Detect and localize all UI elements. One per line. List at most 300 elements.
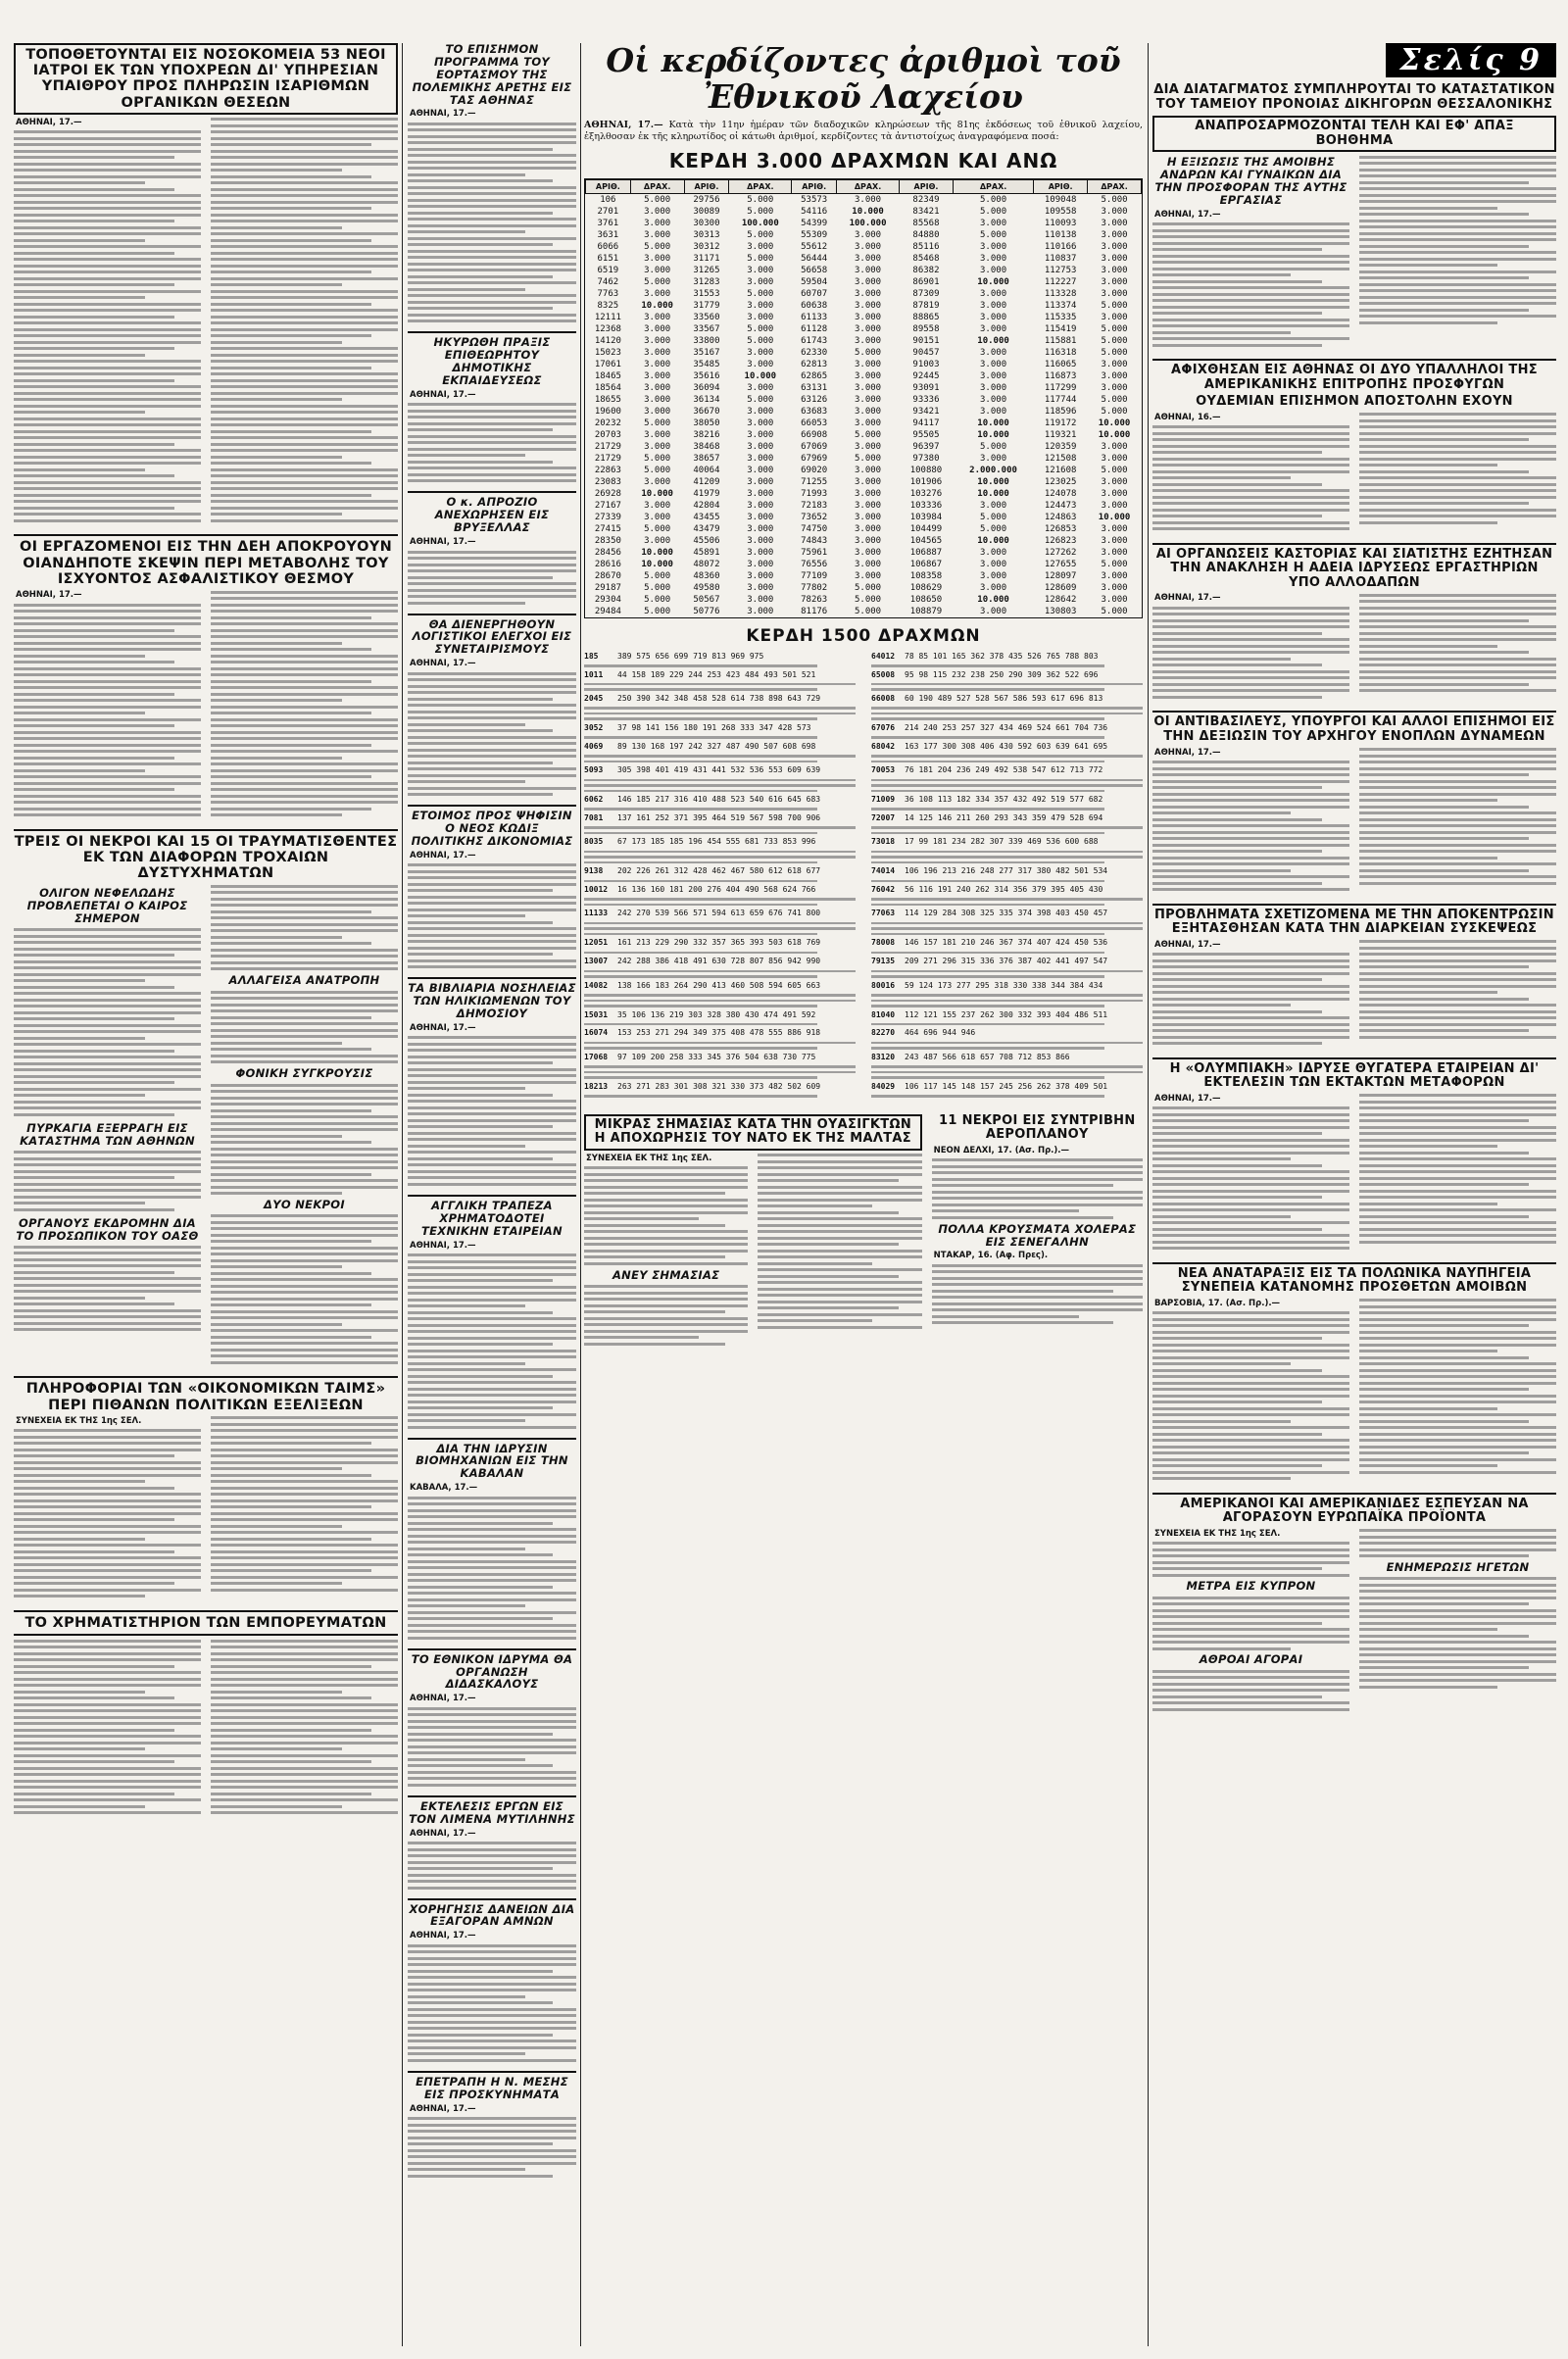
text-line — [14, 334, 201, 337]
text-line — [211, 1582, 342, 1585]
text-line — [14, 1017, 174, 1020]
number-continuation — [584, 826, 856, 834]
table-cell: 45891 — [693, 547, 720, 558]
text-line — [1359, 483, 1556, 486]
text-line — [1152, 991, 1349, 994]
text-line — [408, 1350, 576, 1352]
text-line — [211, 1576, 398, 1579]
text-line — [408, 678, 576, 681]
text-line — [211, 1538, 371, 1541]
text-line — [211, 955, 398, 958]
text-line — [584, 826, 856, 829]
text-line — [211, 1525, 342, 1528]
number-list: 146 157 181 210 246 367 374 407 424 450 536 — [905, 938, 1108, 948]
text-line — [14, 699, 201, 702]
text-line — [14, 1754, 201, 1757]
text-line — [14, 1716, 201, 1719]
text-line — [932, 1264, 1143, 1267]
text-line — [1152, 483, 1322, 486]
text-line — [408, 1355, 576, 1358]
table-cell: 103336 — [909, 500, 943, 511]
subheadline: ΑΝΑΠΡΟΣΑΡΜΟΖΟΝΤΑΙ ΤΕΛΗ ΚΑΙ ΕΦ' ΑΠΑΞ ΒΟΗΘΗΜΑ — [1152, 116, 1556, 152]
table-cell: 29187 — [594, 582, 621, 593]
text-line — [14, 1582, 174, 1585]
text-line — [584, 1243, 748, 1246]
text-line — [871, 826, 1143, 829]
headline: ΟΙ ΑΝΤΙΒΑΣΙΛΕΥΣ, ΥΠΟΥΡΓΟΙ ΚΑΙ ΑΛΛΟΙ ΕΠΙΣΗΜΟΙ ΕΙΣ ΤΗΝ ΔΕΞΙΩΣΙΝ ΤΟΥ ΑΡΧΗΓΟΥ ΕΝΟΠΛΩΝ ΔΥΝΑΜΕΩΝ — [1152, 711, 1556, 744]
number-head: 16074 — [584, 1028, 609, 1038]
table-cell: 3.000 — [747, 570, 774, 581]
text-line — [211, 1240, 371, 1243]
body-text — [211, 1416, 398, 1592]
byline: ΑΘΗΝΑΙ, 17.— — [1154, 747, 1221, 758]
text-line — [871, 664, 1104, 667]
table-row — [586, 241, 1142, 253]
text-line — [408, 1375, 553, 1378]
number-list: 67 173 185 185 196 454 555 681 733 853 996 — [617, 837, 816, 847]
text-line — [1359, 869, 1529, 872]
byline: ΑΘΗΝΑΙ, 17.— — [16, 117, 82, 127]
text-line — [211, 775, 371, 778]
table-cell: 3.000 — [1101, 453, 1128, 464]
table-cell: 3.000 — [1101, 570, 1128, 581]
table-cell: 3.000 — [644, 382, 671, 393]
table-cell: 50776 — [693, 606, 720, 616]
table-cell: 5.000 — [644, 194, 671, 205]
table-cell: 120359 — [1044, 441, 1077, 452]
text-line — [211, 1154, 398, 1156]
text-line — [1359, 1344, 1556, 1347]
text-line — [1359, 1666, 1529, 1669]
text-line — [1359, 799, 1497, 802]
text-line — [14, 150, 201, 153]
text-line — [408, 403, 576, 406]
byline: ΝΕΟΝ ΔΕΛΧΙ, 17. (Ασ. Πρ.).— — [933, 1145, 1070, 1155]
text-line — [1359, 174, 1556, 177]
text-line — [14, 1328, 201, 1331]
column-second — [408, 43, 576, 2187]
text-line — [1152, 619, 1349, 622]
number-head: 18213 — [584, 1081, 609, 1091]
body-text — [1152, 1542, 1349, 1577]
text-line — [408, 301, 576, 304]
table-cell: 3.000 — [644, 288, 671, 299]
text-line — [1152, 306, 1349, 309]
table-row — [586, 429, 1142, 441]
text-line — [211, 296, 398, 299]
text-line — [211, 667, 398, 670]
text-line — [584, 1204, 748, 1207]
text-line — [408, 2175, 553, 2178]
text-line — [1359, 1548, 1556, 1551]
text-line — [1152, 632, 1322, 635]
number-continuation — [584, 1023, 856, 1026]
text-line — [1359, 1420, 1529, 1423]
text-line — [14, 744, 201, 747]
text-line — [1152, 331, 1291, 334]
text-line — [408, 1388, 576, 1391]
text-line — [211, 423, 398, 426]
table-row — [586, 276, 1142, 288]
text-line — [14, 405, 201, 408]
body-text — [408, 123, 576, 323]
text-line — [14, 1258, 201, 1261]
text-line — [1359, 1215, 1529, 1218]
text-line — [14, 1556, 201, 1559]
text-line — [1359, 658, 1556, 661]
text-line — [1152, 1471, 1349, 1474]
text-line — [871, 736, 1104, 739]
table-cell: 30313 — [693, 229, 720, 240]
text-line — [211, 1665, 371, 1668]
number-head: 9138 — [584, 866, 604, 876]
text-line — [1359, 1190, 1556, 1193]
text-line — [211, 507, 398, 510]
text-line — [408, 1617, 553, 1620]
table-cell: 5.000 — [980, 512, 1007, 522]
text-line — [408, 569, 576, 572]
text-line — [1152, 476, 1291, 479]
article-accidents — [14, 829, 398, 1368]
text-line — [14, 1068, 201, 1071]
text-line — [408, 909, 576, 911]
text-line — [211, 801, 398, 804]
text-line — [408, 135, 576, 138]
subheadline: ΠΟΛΛΑ ΚΡΟΥΣΜΑΤΑ ΧΟΛΕΡΑΣ ΕΙΣ ΣΕΝΕΓΑΛΗΝ — [938, 1221, 1137, 1249]
text-line — [211, 1678, 398, 1681]
text-line — [1359, 780, 1556, 783]
text-line — [932, 1184, 1113, 1187]
number-head: 12051 — [584, 938, 609, 948]
text-line — [1359, 1350, 1497, 1352]
number-continuation — [871, 707, 1143, 720]
table-row — [586, 394, 1142, 406]
text-line — [408, 275, 553, 278]
table-cell: 3.000 — [854, 535, 882, 546]
text-line — [1359, 1023, 1556, 1026]
text-line — [14, 1252, 201, 1254]
table-cell: 31265 — [693, 265, 720, 275]
number-continuation — [584, 970, 856, 978]
table-cell: 108650 — [909, 594, 943, 605]
table-cell: 85568 — [912, 218, 940, 228]
number-continuation — [871, 779, 1143, 793]
text-line — [211, 1173, 371, 1176]
table-cell: 69020 — [801, 465, 828, 475]
text-line — [211, 1729, 371, 1732]
text-line — [14, 1011, 201, 1014]
prize1-title: ΚΕΡΔΗ 3.000 ΔΡΑΧΜΩΝ ΚΑΙ ΑΝΩ — [668, 148, 1058, 172]
text-line — [211, 712, 371, 714]
text-line — [14, 1696, 174, 1699]
text-line — [584, 1323, 748, 1326]
number-continuation — [584, 898, 856, 906]
list-item — [584, 795, 856, 805]
text-line — [14, 1595, 145, 1597]
body-text — [14, 928, 201, 1116]
text-line — [408, 250, 576, 253]
text-line — [211, 967, 398, 970]
text-line — [408, 934, 576, 937]
table-cell: 3.000 — [854, 488, 882, 499]
table-cell: 115881 — [1044, 335, 1077, 346]
text-line — [14, 456, 201, 459]
text-line — [1152, 1157, 1291, 1160]
table-cell: 67969 — [801, 453, 828, 464]
text-line — [14, 1703, 201, 1706]
text-line — [408, 564, 576, 566]
headline: ΘΑ ΔΙΕΝΕΡΓΗΘΟΥΝ ΛΟΓΙΣΤΙΚΟΙ ΕΛΕΓΧΟΙ ΕΙΣ ΣΥΝΕΤΑΙΡΙΣΜΟΥΣ — [408, 614, 576, 657]
table-cell: 115335 — [1044, 312, 1077, 322]
headline: ΗΚΥΡΩΘΗ ΠΡΑΞΙΣ ΕΠΙΘΕΩΡΗΤΟΥ ΔΗΜΟΤΙΚΗΣ ΕΚΠΑΙΔΕΥΣΕΩΣ — [408, 331, 576, 387]
text-line — [584, 1292, 748, 1295]
table-cell: 88865 — [912, 312, 940, 322]
number-list: 263 271 283 301 308 321 330 373 482 502 609 — [617, 1081, 821, 1091]
lottery-banner: Οἱ κερδίζοντες ἀριθμοὶ τοῦ Ἐθνικοῦ Λαχείου — [606, 41, 1121, 116]
list-item — [871, 837, 1143, 847]
text-line — [211, 1474, 371, 1477]
table-cell: 5.000 — [644, 570, 671, 581]
text-line — [1152, 1234, 1349, 1237]
text-line — [1152, 255, 1349, 258]
text-line — [211, 961, 398, 964]
text-line — [211, 1354, 398, 1357]
text-line — [1359, 613, 1556, 615]
list-item — [871, 723, 1143, 733]
table-cell: 27167 — [594, 500, 621, 511]
text-line — [14, 270, 201, 273]
table-cell: 117744 — [1044, 394, 1077, 405]
text-line — [211, 1016, 371, 1019]
table-cell: 54399 — [801, 218, 828, 228]
text-line — [211, 201, 398, 204]
text-line — [758, 1326, 921, 1329]
text-line — [211, 673, 398, 676]
text-line — [408, 1637, 576, 1640]
text-line — [211, 604, 398, 607]
text-line — [1152, 451, 1322, 454]
text-line — [408, 263, 576, 266]
text-line — [932, 1290, 1113, 1293]
number-list: 305 398 401 419 431 441 532 536 553 609 639 — [617, 765, 821, 775]
text-line — [871, 933, 1104, 936]
text-line — [211, 648, 371, 651]
text-line — [408, 186, 576, 189]
text-line — [211, 194, 398, 197]
text-line — [1152, 1119, 1349, 1122]
text-line — [14, 762, 201, 765]
text-line — [1359, 289, 1556, 292]
text-line — [14, 303, 201, 306]
text-line — [1152, 1228, 1322, 1231]
table-cell: 85468 — [912, 253, 940, 264]
text-line — [1152, 670, 1349, 673]
text-line — [14, 1264, 201, 1267]
article-foundation — [408, 1648, 576, 1787]
text-line — [211, 487, 398, 490]
text-line — [1359, 476, 1556, 479]
table-cell: 74750 — [801, 523, 828, 534]
text-line — [1152, 767, 1349, 770]
text-line — [408, 2021, 576, 2024]
text-line — [1152, 242, 1349, 245]
text-line — [1152, 299, 1349, 302]
text-line — [408, 448, 576, 451]
table-cell: 5.000 — [1101, 194, 1128, 205]
text-line — [1152, 268, 1349, 270]
table-cell: 5.000 — [644, 241, 671, 252]
text-line — [211, 997, 398, 1000]
text-line — [584, 713, 856, 715]
byline: ΑΘΗΝΑΙ, 17.— — [410, 659, 476, 669]
headline: ΠΡΟΒΛΗΜΑΤΑ ΣΧΕΤΙΖΟΜΕΝΑ ΜΕ ΤΗΝ ΑΠΟΚΕΝΤΡΩΣΙΝ ΕΞΗΤΑΣΘΗΣΑΝ ΚΑΤΑ ΤΗΝ ΔΙΑΡΚΕΙΑΝ ΣΥΣΚΕΨΕΩΣ — [1152, 904, 1556, 937]
headline: ΝΕΑ ΑΝΑΤΑΡΑΞΙΣ ΕΙΣ ΤΑ ΠΟΛΩΝΙΚΑ ΝΑΥΠΗΓΕΙΑ ΣΥΝΕΠΕΙΑ ΚΑΤΑΝΟΜΗΣ ΠΡΟΣΘΕΤΩΝ ΑΜΟΙΒΩΝ — [1152, 1262, 1556, 1296]
table-cell: 81176 — [801, 606, 828, 616]
text-line — [408, 1515, 576, 1518]
prize2-list-right — [871, 652, 1143, 1101]
text-line — [1152, 1241, 1349, 1244]
text-line — [408, 467, 576, 469]
table-cell: 3.000 — [644, 253, 671, 264]
text-line — [408, 237, 576, 240]
text-line — [211, 468, 398, 471]
text-line — [1152, 248, 1322, 251]
text-line — [1152, 689, 1349, 692]
table-cell: 3.000 — [747, 488, 774, 499]
text-line — [211, 1805, 342, 1808]
text-line — [14, 629, 174, 632]
table-cell: 22863 — [594, 465, 621, 475]
table-cell: 5.000 — [1101, 465, 1128, 475]
text-line — [1152, 1164, 1322, 1167]
table-row — [586, 594, 1142, 606]
text-line — [584, 1042, 856, 1045]
text-line — [1359, 632, 1556, 635]
table-cell: 3.000 — [644, 476, 671, 487]
table-header-cell: ΔΡΑΧ. — [1088, 179, 1142, 193]
text-line — [584, 1336, 699, 1339]
text-line — [758, 1230, 921, 1233]
text-line — [1152, 280, 1322, 283]
list-item — [871, 909, 1143, 918]
text-line — [584, 952, 817, 955]
table-cell: 28456 — [594, 547, 621, 558]
subheadline: ΟΥΔΕΜΙΑΝ ΕΠΙΣΗΜΟΝ ΑΠΟΣΤΟΛΗΝ ΕΧΟΥΝ — [1196, 394, 1513, 410]
text-line — [1152, 1004, 1291, 1007]
number-continuation — [584, 880, 856, 883]
body-text — [408, 1497, 576, 1640]
table-cell: 42804 — [693, 500, 720, 511]
table-cell: 3.000 — [644, 312, 671, 322]
lottery-bottom-articles — [584, 1114, 1143, 1349]
table-header-cell: ΑΡΙΘ. — [792, 179, 837, 193]
text-line — [408, 1573, 576, 1576]
table-cell: 27339 — [594, 512, 621, 522]
text-line — [408, 1509, 576, 1512]
text-line — [14, 181, 145, 184]
text-line — [1359, 619, 1529, 622]
body-text — [1152, 1106, 1349, 1250]
table-row — [586, 582, 1142, 594]
table-cell: 78263 — [801, 594, 828, 605]
number-list: 153 253 271 294 349 375 408 478 555 886 918 — [617, 1028, 821, 1038]
text-line — [1359, 470, 1529, 473]
text-line — [1359, 1471, 1556, 1474]
text-line — [1359, 1590, 1556, 1593]
text-line — [1152, 658, 1291, 661]
text-line — [211, 910, 371, 913]
table-cell: 3.000 — [1101, 488, 1128, 499]
text-line — [408, 2149, 576, 2152]
text-line — [932, 1191, 1143, 1194]
table-cell: 3.000 — [747, 418, 774, 428]
text-line — [584, 1047, 817, 1050]
text-line — [408, 691, 576, 694]
table-cell: 3.000 — [980, 606, 1007, 616]
table-cell: 53573 — [801, 194, 828, 205]
text-line — [932, 1283, 1143, 1286]
text-line — [211, 1563, 398, 1566]
text-line — [408, 1983, 576, 1986]
body-text — [408, 1253, 576, 1429]
table-cell: 38657 — [693, 453, 720, 464]
text-line — [408, 889, 553, 892]
text-line — [211, 1265, 342, 1268]
table-cell: 30300 — [693, 218, 720, 228]
table-row — [586, 500, 1142, 512]
number-list: 60 190 489 527 528 567 586 593 617 696 813 — [905, 693, 1103, 703]
text-line — [1359, 156, 1556, 159]
column-rule — [402, 43, 403, 2346]
text-line — [1359, 1164, 1556, 1167]
table-cell: 3.000 — [854, 476, 882, 487]
body-text — [14, 1640, 201, 1815]
table-cell: 41979 — [693, 488, 720, 499]
prize2-list — [584, 652, 1143, 1101]
text-line — [584, 1076, 817, 1079]
table-cell: 48360 — [693, 570, 720, 581]
number-head: 5093 — [584, 765, 604, 775]
text-line — [871, 688, 1104, 691]
table-cell: 3.000 — [747, 382, 774, 393]
table-cell: 18564 — [594, 382, 621, 393]
list-item — [584, 1010, 856, 1020]
text-line — [1359, 1324, 1529, 1327]
text-line — [211, 252, 398, 255]
text-line — [211, 795, 398, 798]
number-list: 17 99 181 234 282 307 339 469 536 600 688 — [905, 837, 1099, 847]
table-cell: 5.000 — [1101, 559, 1128, 569]
text-line — [1152, 1708, 1349, 1711]
text-line — [1152, 1548, 1349, 1551]
number-list: 163 177 300 308 406 430 592 603 639 641 695 — [905, 741, 1108, 751]
table-cell: 29484 — [594, 606, 621, 616]
text-line — [408, 179, 553, 182]
table-cell: 3.000 — [747, 465, 774, 475]
text-line — [211, 788, 398, 791]
number-continuation — [871, 994, 1143, 1007]
table-cell: 29756 — [693, 194, 720, 205]
text-line — [14, 316, 174, 319]
text-line — [408, 1944, 576, 1947]
list-item — [584, 1082, 856, 1092]
text-line — [1359, 1228, 1556, 1231]
table-cell: 33560 — [693, 312, 720, 322]
table-cell: 61128 — [801, 323, 828, 334]
headline: ΟΙ ΕΡΓΑΖΟΜΕΝΟΙ ΕΙΣ ΤΗΝ ΔΕΗ ΑΠΟΚΡΟΥΟΥΝ ΟΙΑΝΔΗΠΟΤΕ ΣΚΕΨΙΝ ΠΕΡΙ ΜΕΤΑΒΟΛΗΣ ΤΟΥ ΙΣΧΥΟΝΤΟΣ ΑΣΦΑΛΙΣΤΙΚΟΥ ΘΕΣΜΟΥ — [14, 534, 398, 587]
table-cell: 10.000 — [1098, 512, 1131, 522]
text-line — [14, 214, 201, 217]
